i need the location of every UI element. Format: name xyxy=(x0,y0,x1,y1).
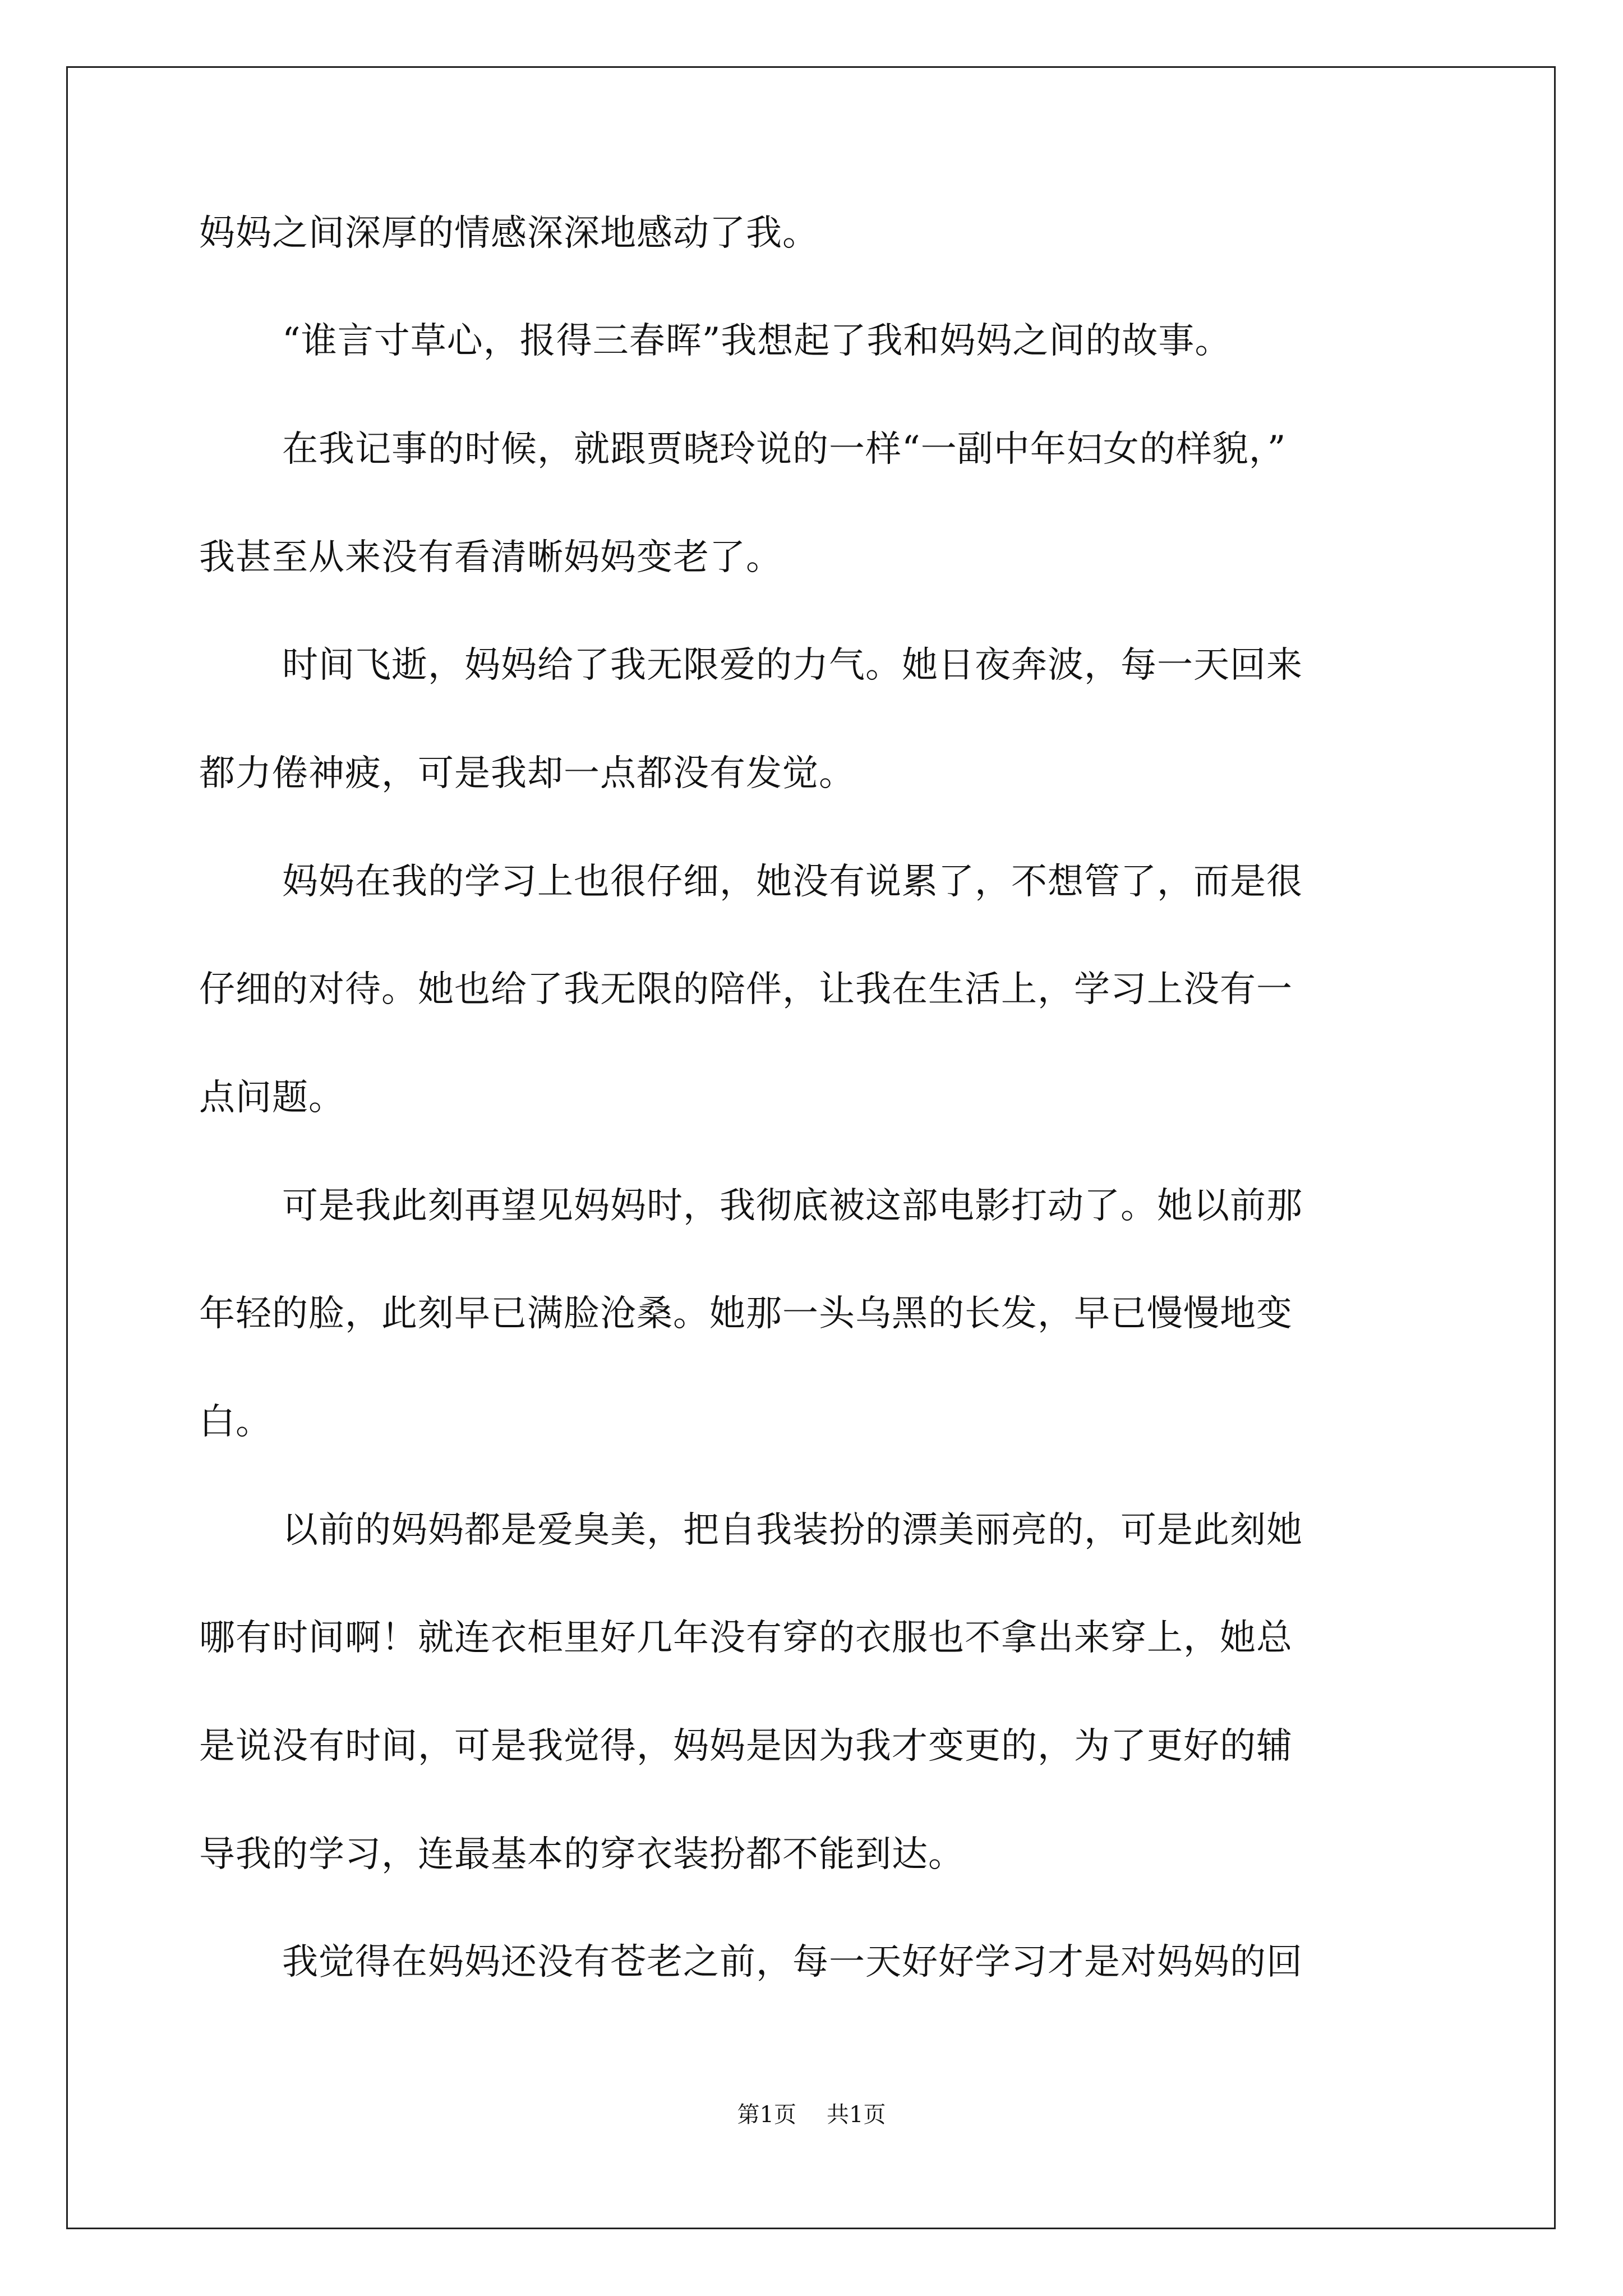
text-line: 都力倦神疲，可是我却一点都没有发觉。 xyxy=(199,753,855,794)
paragraph-first-line: 我觉得在妈妈还没有苍老之前，每一天好好学习才是对妈妈的回 xyxy=(282,1941,1303,1983)
text-line: 导我的学习，连最基本的穿衣装扮都不能到达。 xyxy=(199,1834,965,1875)
paragraph-first-line: 妈妈在我的学习上也很仔细，她没有说累了，不想管了，而是很 xyxy=(282,861,1303,903)
page-frame xyxy=(66,66,1556,2229)
page-footer xyxy=(0,2101,1623,2129)
page-total: 共1页 xyxy=(827,2102,886,2128)
page-number: 第1页 xyxy=(737,2102,796,2128)
text-line: 点问题。 xyxy=(199,1077,345,1119)
text-line: 哪有时间啊！就连衣柜里好几年没有穿的衣服也不拿出来穿上，她总 xyxy=(199,1617,1293,1659)
paragraph-first-line: 可是我此刻再望见妈妈时，我彻底被这部电影打动了。她以前那 xyxy=(282,1185,1303,1227)
text-line: 是说没有时间，可是我觉得，妈妈是因为我才变更的，为了更好的辅 xyxy=(199,1726,1293,1767)
text-line: 仔细的对待。她也给了我无限的陪伴，让我在生活上，学习上没有一 xyxy=(199,969,1293,1010)
text-line: 白。 xyxy=(199,1401,272,1443)
paragraph-first-line: 时间飞逝，妈妈给了我无限爱的力气。她日夜奔波，每一天回来 xyxy=(282,645,1303,686)
paragraph-first-line: 在我记事的时候，就跟贾晓玲说的一样“一副中年妇女的样貌，” xyxy=(282,429,1287,470)
text-line: 年轻的脸，此刻早已满脸沧桑。她那一头乌黑的长发，早已慢慢地变 xyxy=(199,1293,1293,1335)
paragraph-first-line: 以前的妈妈都是爱臭美，把自我装扮的漂美丽亮的，可是此刻她 xyxy=(282,1510,1303,1551)
text-line: 我甚至从来没有看清晰妈妈变老了。 xyxy=(199,537,782,578)
text-line: 妈妈之间深厚的情感深深地感动了我。 xyxy=(199,213,819,254)
paragraph-first-line: “谁言寸草心，报得三春晖”我想起了我和妈妈之间的故事。 xyxy=(282,320,1232,362)
